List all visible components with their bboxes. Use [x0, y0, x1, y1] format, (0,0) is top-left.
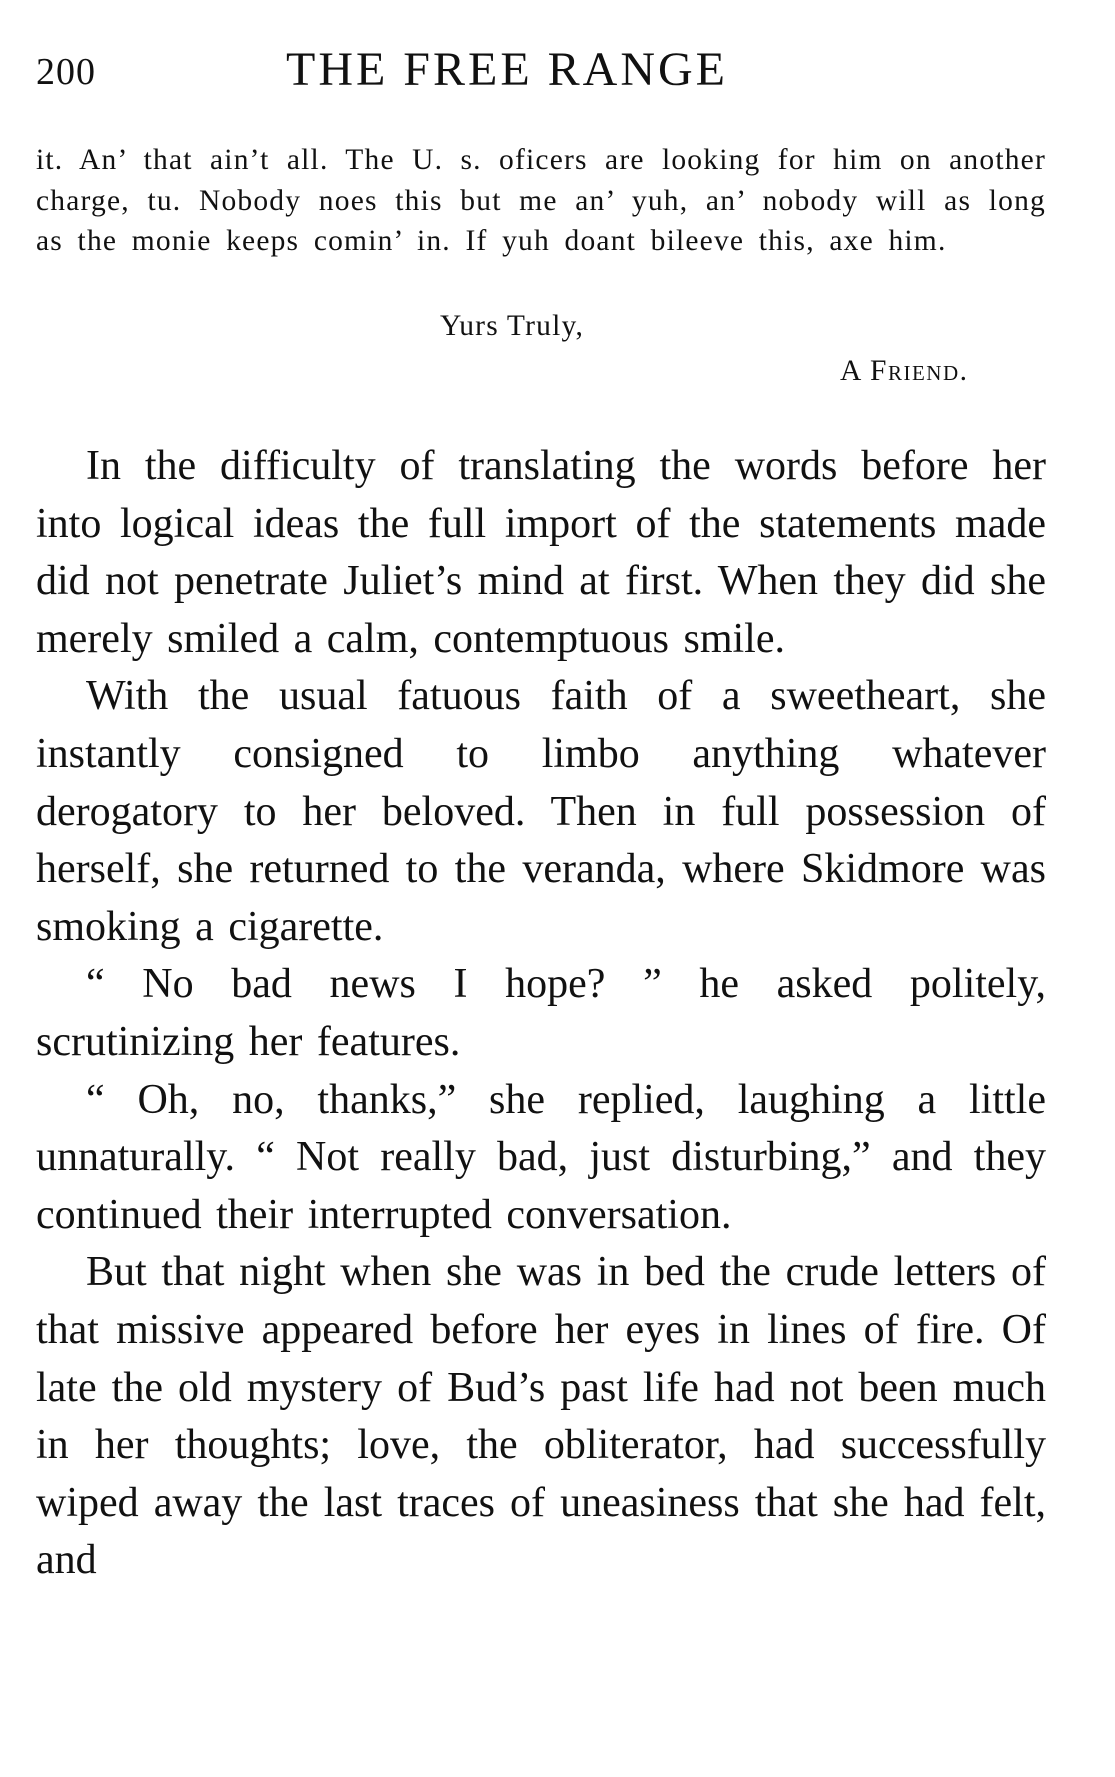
- quoted-letter: [36, 140, 1046, 262]
- body-text: [36, 438, 1046, 1590]
- running-head: THE FREE RANGE: [286, 43, 728, 96]
- paragraph: In the difficulty of translating the words before her into logical ideas the full import of the statements made did not penetrate Juliet’s mind at first. When they did she merely smiled a calm, contemptuous smile.: [36, 443, 1046, 662]
- letter-closing: Yurs Truly,: [440, 310, 585, 342]
- page-number: 200: [36, 51, 96, 93]
- paragraph: With the usual fatuous faith of a sweetheart, she instantly consigned to limbo anything whatever derogatory to her beloved. Then in full possession of herself, she returned to the veranda, where Skidmore was smoking a cigarette.: [36, 673, 1046, 950]
- paragraph: “ No bad news I hope? ” he asked politely, scrutinizing her features.: [36, 961, 1046, 1065]
- paragraph: “ Oh, no, thanks,” she replied, laughing a little unnaturally. “ Not really bad, just disturbing,” and they continued their interrupted conversation.: [36, 1076, 1046, 1238]
- letter-signature: A Friend.: [840, 355, 969, 387]
- page-header: [36, 42, 1046, 102]
- letter-text: it. An’ that ain’t all. The U. s. oficers are looking for him on another charge, tu. Nobody noes this but me an’ yuh, an’ nobody will as long as the monie keeps comin’ in. If yuh doant bileeve this, axe him.: [36, 144, 1046, 257]
- paragraph: But that night when she was in bed the crude letters of that missive appeared before her eyes in lines of fire. Of late the old mystery of Bud’s past life had not been much in her thoughts; love, the obliterator, had successfully wiped away the last traces of uneasiness that she had felt, and: [36, 1249, 1046, 1584]
